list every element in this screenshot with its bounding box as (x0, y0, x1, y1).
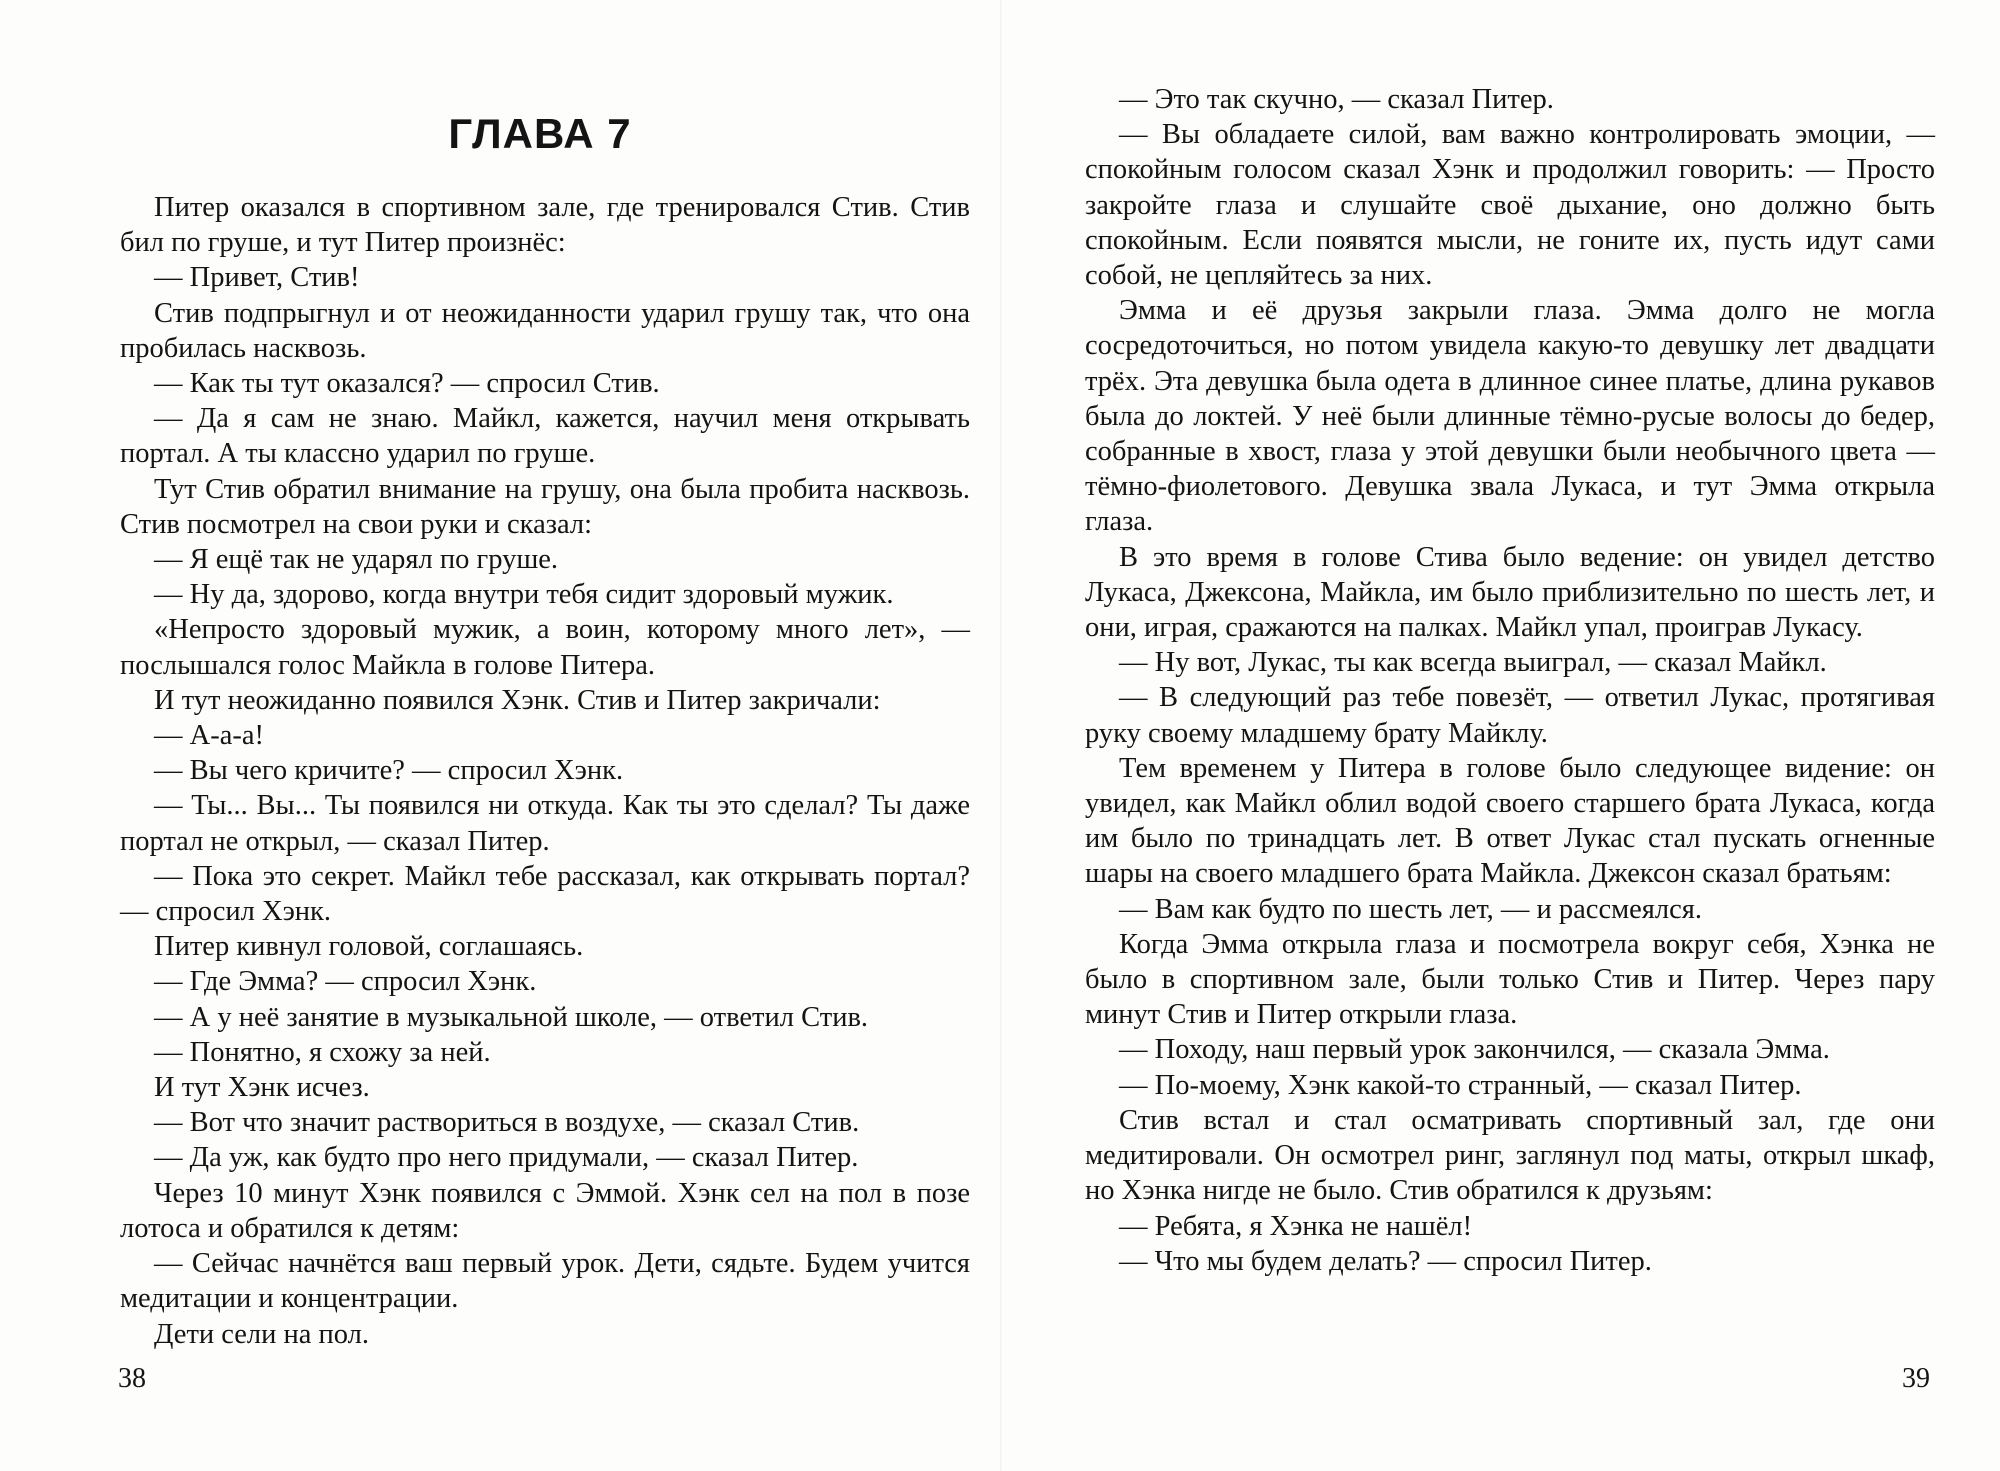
paragraph: — Это так скучно, — сказал Питер. (1119, 84, 1554, 115)
paragraph: Через 10 минут Хэнк появился с Эммой. Хэнк сел на пол в позе лотоса и обратился к детям: (120, 1177, 970, 1244)
paragraph: — Ну вот, Лукас, ты как всегда выиграл, — сказал Майкл. (1119, 647, 1827, 679)
paragraph: — Вы обладаете силой, вам важно контролировать эмоции, — спокойным голосом сказал Хэнк и продолжил говорить: — Просто закройте глаза и слушайте своё дыхание, оно должно быть спокойным. Если появятся мысли, не гоните их, пусть идут сами собой, не цепляйтесь за них. (1085, 119, 1935, 292)
paragraph: — В следующий раз тебе повезёт, — ответил Лукас, протягивая руку своему младшему брату Майклу. (1085, 682, 1935, 749)
paragraph: И тут неожиданно появился Хэнк. Стив и Питер закричали: (154, 684, 881, 716)
paragraph: Дети сели на пол. (154, 1318, 370, 1350)
paragraph: Питер оказался в спортивном зале, где тренировался Стив. Стив бил по груше, и тут Питер произнёс: (120, 192, 970, 259)
paragraph: — По-моему, Хэнк какой-то странный, — сказал Питер. (1119, 1069, 1802, 1101)
paragraph: — Сейчас начнётся ваш первый урок. Дети, сядьте. Будем учится медитации и концентрации. (120, 1248, 970, 1315)
paragraph: Тут Стив обратил внимание на грушу, она была пробита насквозь. Стив посмотрел на свои руки и сказал: (120, 473, 970, 540)
paragraph: Стив встал и стал осматривать спортивный зал, где они медитировали. Он осмотрел ринг, заглянул под маты, открыл шкаф, но Хэнка нигде не было. Стив обратился к друзьям: (1085, 1104, 1935, 1207)
paragraph: — Ты... Вы... Ты появился ни откуда. Как ты это сделал? Ты даже портал не открыл, — сказал Питер. (120, 790, 970, 857)
paragraph: — Да уж, как будто про него придумали, — сказал Питер. (154, 1142, 859, 1174)
paragraph: — Вы чего кричите? — спросил Хэнк. (154, 755, 624, 787)
paragraph: — Да я сам не знаю. Майкл, кажется, научил меня открывать портал. А ты классно ударил по груше. (120, 403, 970, 470)
paragraph: — Вот что значит раствориться в воздухе, — сказал Стив. (154, 1107, 860, 1139)
paragraph: — Ну да, здорово, когда внутри тебя сидит здоровый мужик. (154, 579, 894, 611)
paragraph: — Походу, наш первый урок закончился, — сказала Эмма. (1119, 1034, 1830, 1066)
paragraph: — Где Эмма? — спросил Хэнк. (154, 966, 537, 998)
paragraph: — Пока это секрет. Майкл тебе рассказал, как открывать портал? — спросил Хэнк. (120, 860, 970, 928)
paragraph: Тем временем у Питера в голове было следующее видение: он увидел, как Майкл облил водой своего старшего брата Лукаса, когда им было по тринадцать лет. В ответ Лукас стал пускать огненные шары на своего младшего брата Майкла. Джексон сказал братьям: (1085, 752, 1935, 890)
paragraph: — Я ещё так не ударял по груше. (154, 544, 559, 576)
paragraph: Когда Эмма открыла глаза и посмотрела вокруг себя, Хэнка не было в спортивном зале, были только Стив и Питер. Через пару минут Стив и Питер открыли глаза. (1085, 928, 1935, 1031)
paragraph: — А у неё занятие в музыкальной школе, — ответил Стив. (154, 1001, 869, 1033)
paragraph: Эмма и её друзья закрыли глаза. Эмма долго не могла сосредоточиться, но потом увидела какую-то девушку лет двадцати трёх. Эта девушка была одета в длинное синее платье, длина рукавов была до локтей. У неё были длинные тёмно-русые волосы до бедер, собранные в хвост, глаза у этой девушки были необычного цвета — тёмно-фиолетового. Девушка звала Лукаса, и тут Эмма открыла глаза. (1085, 295, 1935, 538)
paragraph: — Как ты тут оказался? — спросил Стив. (154, 368, 660, 400)
page-number: 38 (118, 1363, 146, 1394)
paragraph: — А-а-а! (154, 720, 264, 752)
paragraph: «Непросто здоровый мужик, а воин, которому много лет», — послышался голос Майкла в голове Питера. (120, 614, 970, 681)
left-page-text (120, 190, 970, 1352)
right-page (1002, 0, 2000, 1471)
paragraph: — Привет, Стив! (154, 262, 360, 294)
paragraph: В это время в голове Стива было ведение: он увидел детство Лукаса, Джексона, Майкла, им было приблизительно по шесть лет, и они, играя, сражаются на палках. Майкл упал, проиграв Лукасу. (1085, 541, 1935, 644)
paragraph: — Понятно, я схожу за ней. (154, 1036, 491, 1068)
paragraph: Питер кивнул головой, соглашаясь. (154, 931, 584, 963)
paragraph: — Что мы будем делать? — спросил Питер. (1119, 1245, 1652, 1277)
paragraph: — Вам как будто по шесть лет, — и рассмеялся. (1119, 893, 1702, 925)
paragraph: Стив подпрыгнул и от неожиданности ударил грушу так, что она пробилась насквозь. (120, 297, 970, 364)
paragraph: И тут Хэнк исчез. (154, 1072, 370, 1104)
right-page-text (1085, 82, 1935, 1279)
page-number: 39 (1902, 1363, 1930, 1394)
chapter-title: ГЛАВА 7 (448, 110, 632, 157)
paragraph: — Ребята, я Хэнка не нашёл! (1119, 1210, 1473, 1242)
